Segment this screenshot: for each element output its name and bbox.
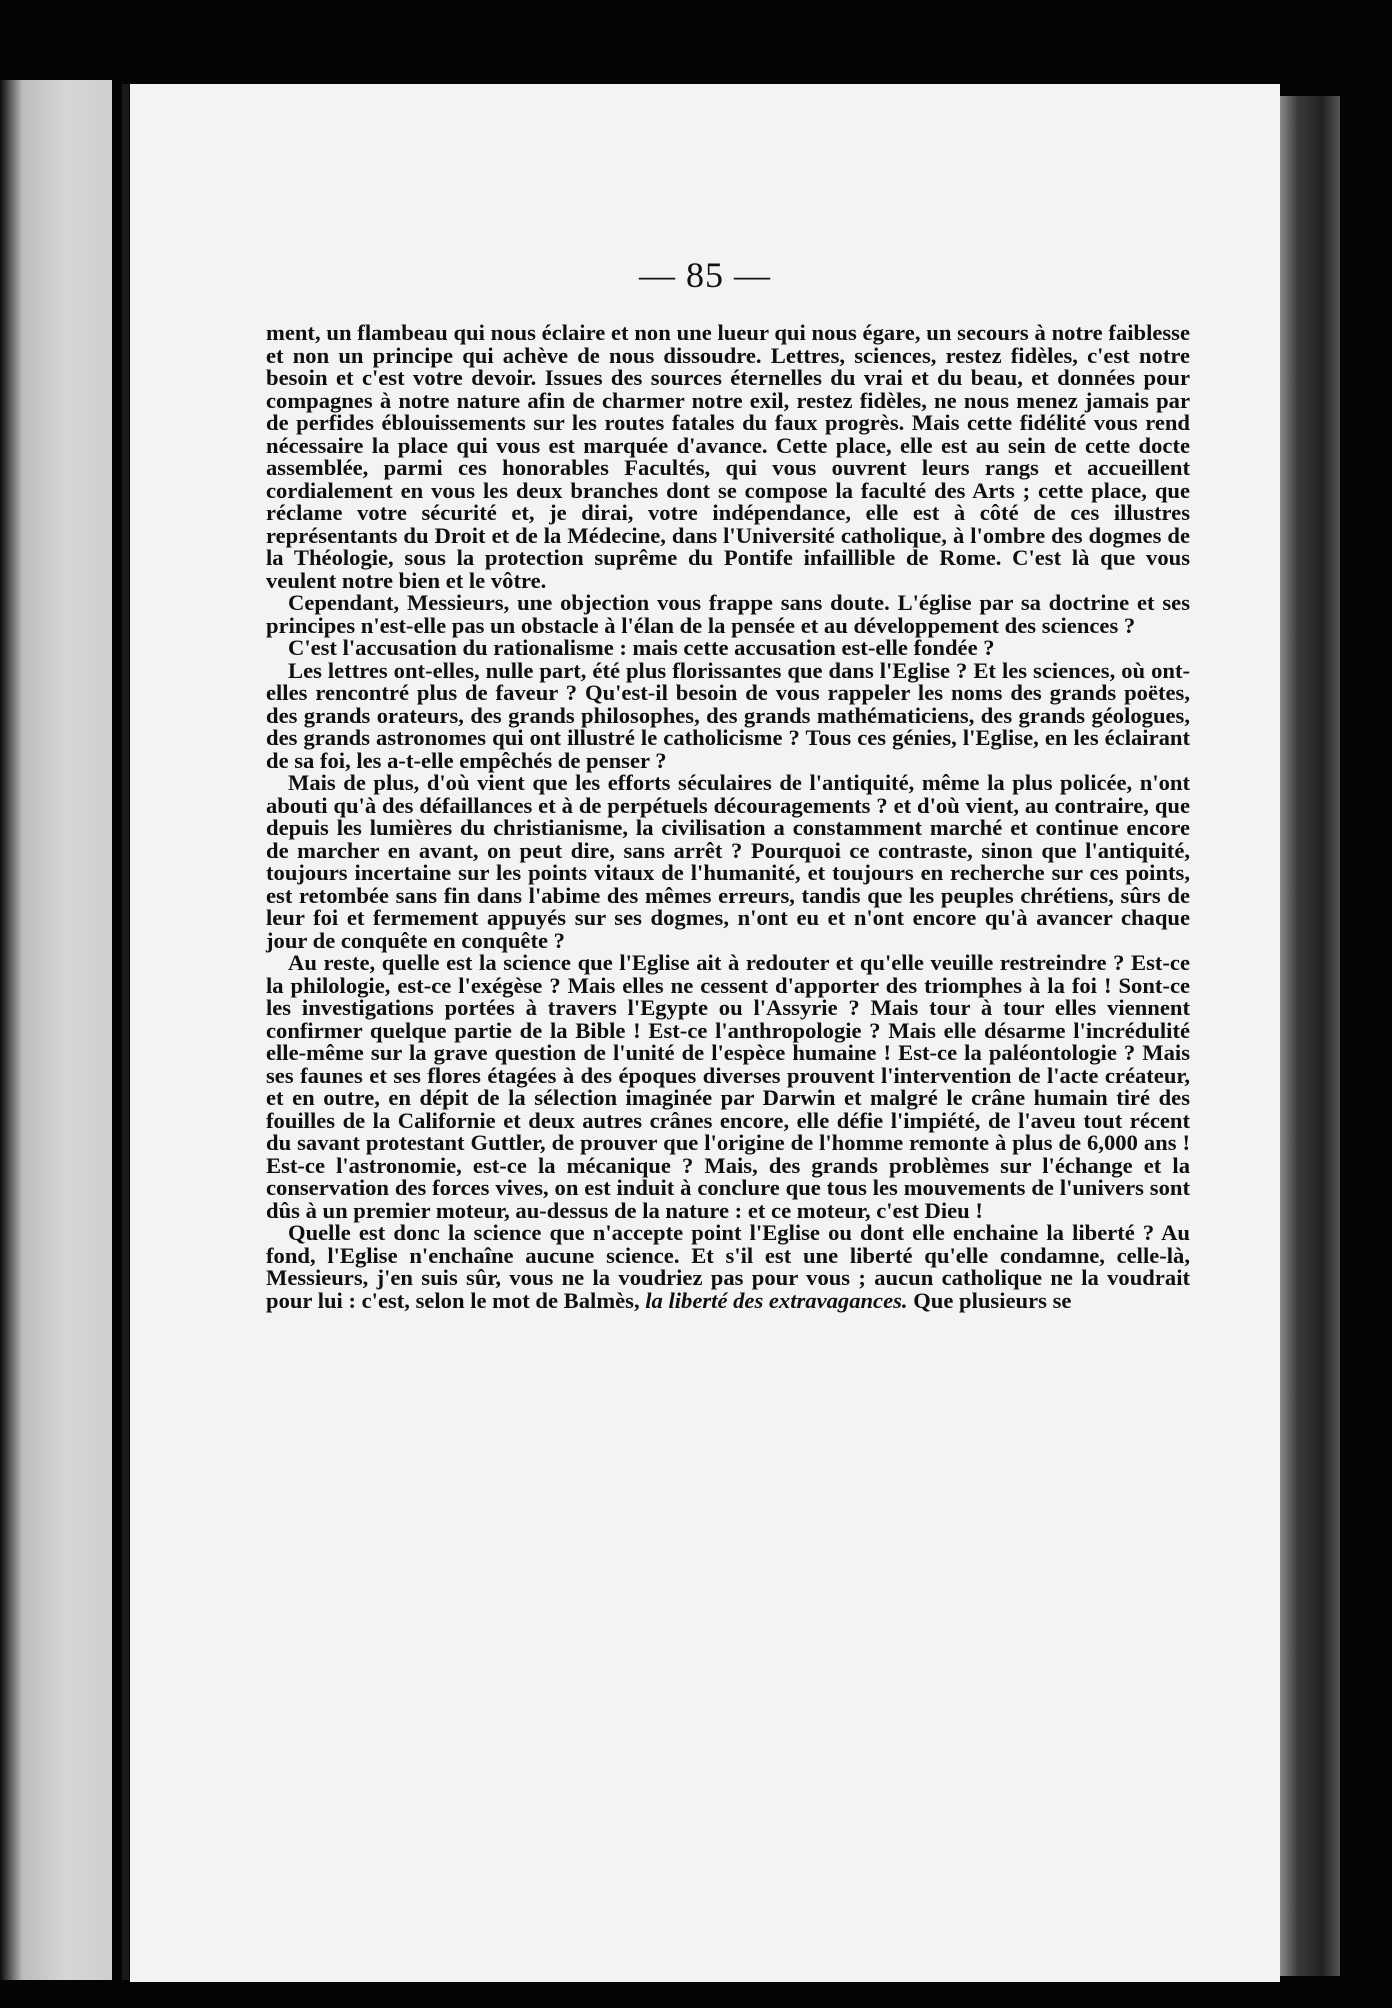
paragraph-2: Cependant, Messieurs, une objection vous frappe sans doute. L'église par sa doctrine et ses principes n'est-elle pas un obstacle à l'élan de la pensée et au développement des sciences ? bbox=[266, 590, 1190, 638]
page-number: — 85 — bbox=[639, 255, 771, 295]
paragraph-5: Mais de plus, d'où vient que les efforts séculaires de l'antiquité, même la plus policée, n'ont abouti qu'à des défaillances et à de perpétuels découragements ? et d'où vient, au contraire, que depuis les lumières du christianisme, la civilisation a constamment marché et continue encore de marcher en avant, on peut dire, sans arrêt ? Pourquoi ce contraste, sinon que l'antiquité, toujours incertaine sur les points vitaux de l'humanité, et toujours en recherche sur ces points, est retombée sans fin dans l'abime des mêmes erreurs, tandis que les peuples chrétiens, sûrs de leur foi et fermement appuyés sur ses dogmes, n'ont eu et n'ont encore qu'à avancer chaque jour de conquête en conquête ? bbox=[266, 770, 1190, 953]
previous-page-edge bbox=[0, 80, 112, 1980]
paragraph-4: Les lettres ont-elles, nulle part, été plus florissantes que dans l'Eglise ? Et les sciences, où ont-elles rencontré plus de faveur ? Qu'est-il besoin de vous rappeler les noms des grands poëtes, des grands orateurs, des grands philosophes, des grands mathématiciens, des grands géologues, des grands astronomes qui ont illustré le catholicisme ? Tous ces génies, l'Eglise, en les éclairant de sa foi, les a-t-elle empêchés de penser ? bbox=[266, 657, 1190, 773]
paragraph-7-start: Quelle est donc la science que n'accepte point l'Eglise ou dont elle enchaine la liberté ? Au fond, l'Eglise n'enchaîne aucune science. Et s'il est une liberté qu'elle condamne, celle-là, Messieurs, j'en suis sûr, vous ne la voudriez pas pour vous ; aucun catholique ne la voudrait pour lui : c'est, selon le mot de Balmès, bbox=[266, 1220, 1190, 1313]
paragraph-7-end: Que plusieurs se bbox=[907, 1287, 1072, 1313]
book-binding-edge bbox=[1280, 96, 1340, 1976]
page-gutter-shadow bbox=[122, 84, 129, 1980]
paragraph-7 bbox=[266, 1222, 1190, 1312]
paragraph-6: Au reste, quelle est la science que l'Eglise ait à redouter et qu'elle veuille restreindre ? Est-ce la philologie, est-ce l'exégèse ? Mais elles ne cessent d'apporter des triomphes à la foi ! Sont-ce les investigations portées à travers l'Egypte ou l'Assyrie ? Mais tour à tour elles viennent confirmer quelque partie de la Bible ! Est-ce l'anthropologie ? Mais elle désarme l'incrédulité elle-même sur la grave question de l'unité de l'espèce humaine ! Est-ce la paléontologie ? Mais ses faunes et ses flores étagées à des époques diverses prouvent l'intervention de l'acte créateur, et en outre, en dépit de la sélection imaginée par Darwin et malgré le crâne humain tiré des fouilles de la Californie et deux autres crânes encore, elle défie l'impiété, de l'aveu tout récent du savant protestant Guttler, de prouver que l'origine de l'homme remonte à plus de 6,000 ans ! Est-ce l'astronomie, est-ce la mécanique ? Mais, des grands problèmes sur l'échange et la conservation des forces vives, on est induit à conclure que tous les mouvements de l'univers sont dûs à un premier moteur, au-dessus de la nature : et ce moteur, c'est Dieu ! bbox=[266, 950, 1190, 1223]
paragraph-1: ment, un flambeau qui nous éclaire et non une lueur qui nous égare, un secours à notre faiblesse et non un principe qui achève de nous dissoudre. Lettres, sciences, restez fidèles, c'est notre besoin et c'est votre devoir. Issues des sources éternelles du vrai et du beau, et données pour compagnes à notre nature afin de charmer notre exil, restez fidèles, ne nous menez jamais par de perfides éblouissements sur les routes fatales du faux progrès. Mais cette fidélité vous rend nécessaire la place qui vous est marquée d'avance. Cette place, elle est au sein de cette docte assemblée, parmi ces honorables Facultés, qui vous ouvrent leurs rangs et accueillent cordialement en vous les deux branches dont se compose la faculté des Arts ; cette place, que réclame votre sécurité et, je dirai, votre indépendance, elle est à côté de ces illustres représentants du Droit et de la Médecine, dans l'Université catholique, à l'ombre des dogmes de la Théologie, sous la protection suprême du Pontife infaillible de Rome. C'est là que vous veulent notre bien et le vôtre. bbox=[266, 320, 1190, 593]
emphasis-quote: la liberté des extravagances. bbox=[645, 1287, 908, 1313]
book-page bbox=[130, 84, 1280, 1982]
paragraph-3: C'est l'accusation du rationalisme : mais cette accusation est-elle fondée ? bbox=[288, 635, 995, 660]
body-text bbox=[266, 322, 1190, 1312]
